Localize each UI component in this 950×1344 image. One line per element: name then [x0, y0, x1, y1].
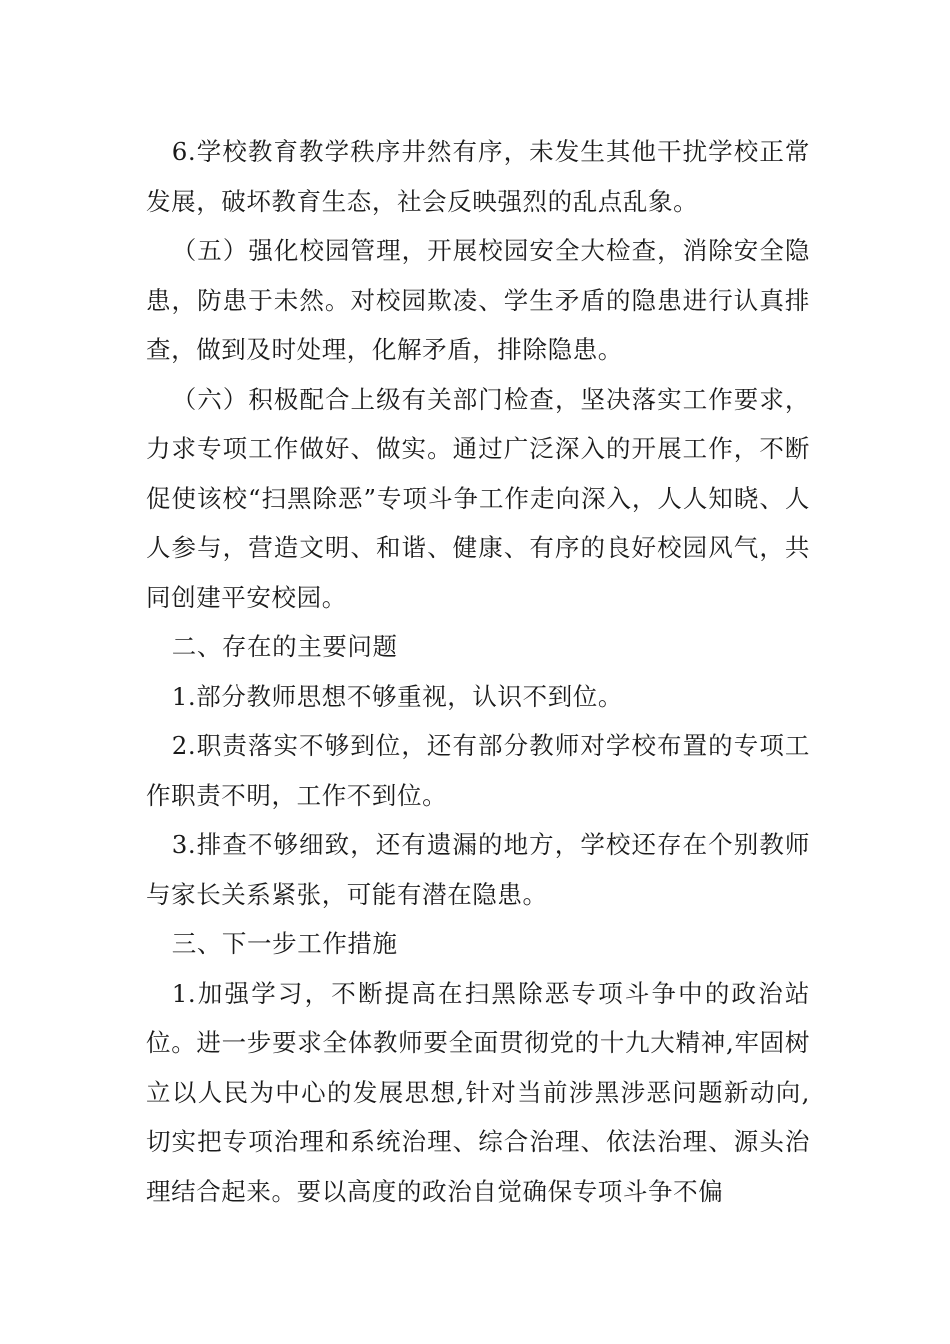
- heading-next-steps: 三、下一步工作措施: [171, 929, 398, 958]
- paragraph-section-5: （五）强化校园管理，开展校园安全大检查，消除安全隐患，防患于未然。对校园欺凌、学生矛盾的隐患进行认真排查，做到及时处理，化解矛盾，排除隐患。: [146, 236, 810, 364]
- paragraph-item-6: 6.学校教育教学秩序井然有序，未发生其他干扰学校正常发展，破坏教育生态，社会反映强烈的乱点乱象。: [146, 137, 810, 216]
- problem-item-2: 2.职责落实不够到位，还有部分教师对学校布置的专项工作职责不明，工作不到位。: [146, 731, 810, 810]
- paragraph-section-6: （六）积极配合上级有关部门检查，坚决落实工作要求，力求专项工作做好、做实。通过广泛深入的开展工作，不断促使该校“扫黑除恶”专项斗争工作走向深入，人人知晓、人人参与，营造文明、和谐、健康、有序的良好校园风气，共同创建平安校园。: [146, 384, 810, 612]
- document-body: [146, 127, 810, 1216]
- problem-item-1: 1.部分教师思想不够重视，认识不到位。: [171, 681, 623, 711]
- problem-item-3: 3.排查不够细致，还有遗漏的地方，学校还存在个别教师与家长关系紧张，可能有潜在隐患。: [146, 830, 810, 909]
- heading-main-problems: 二、存在的主要问题: [171, 632, 398, 661]
- measure-item-1: 1.加强学习，不断提高在扫黑除恶专项斗争中的政治站位。进一步要求全体教师要全面贯彻党的十九大精神,牢固树立以人民为中心的发展思想,针对当前涉黑涉恶问题新动向,切实把专项治理和系统治理、综合治理、依法治理、源头治理结合起来。要以高度的政治自觉确保专项斗争不偏: [146, 978, 810, 1206]
